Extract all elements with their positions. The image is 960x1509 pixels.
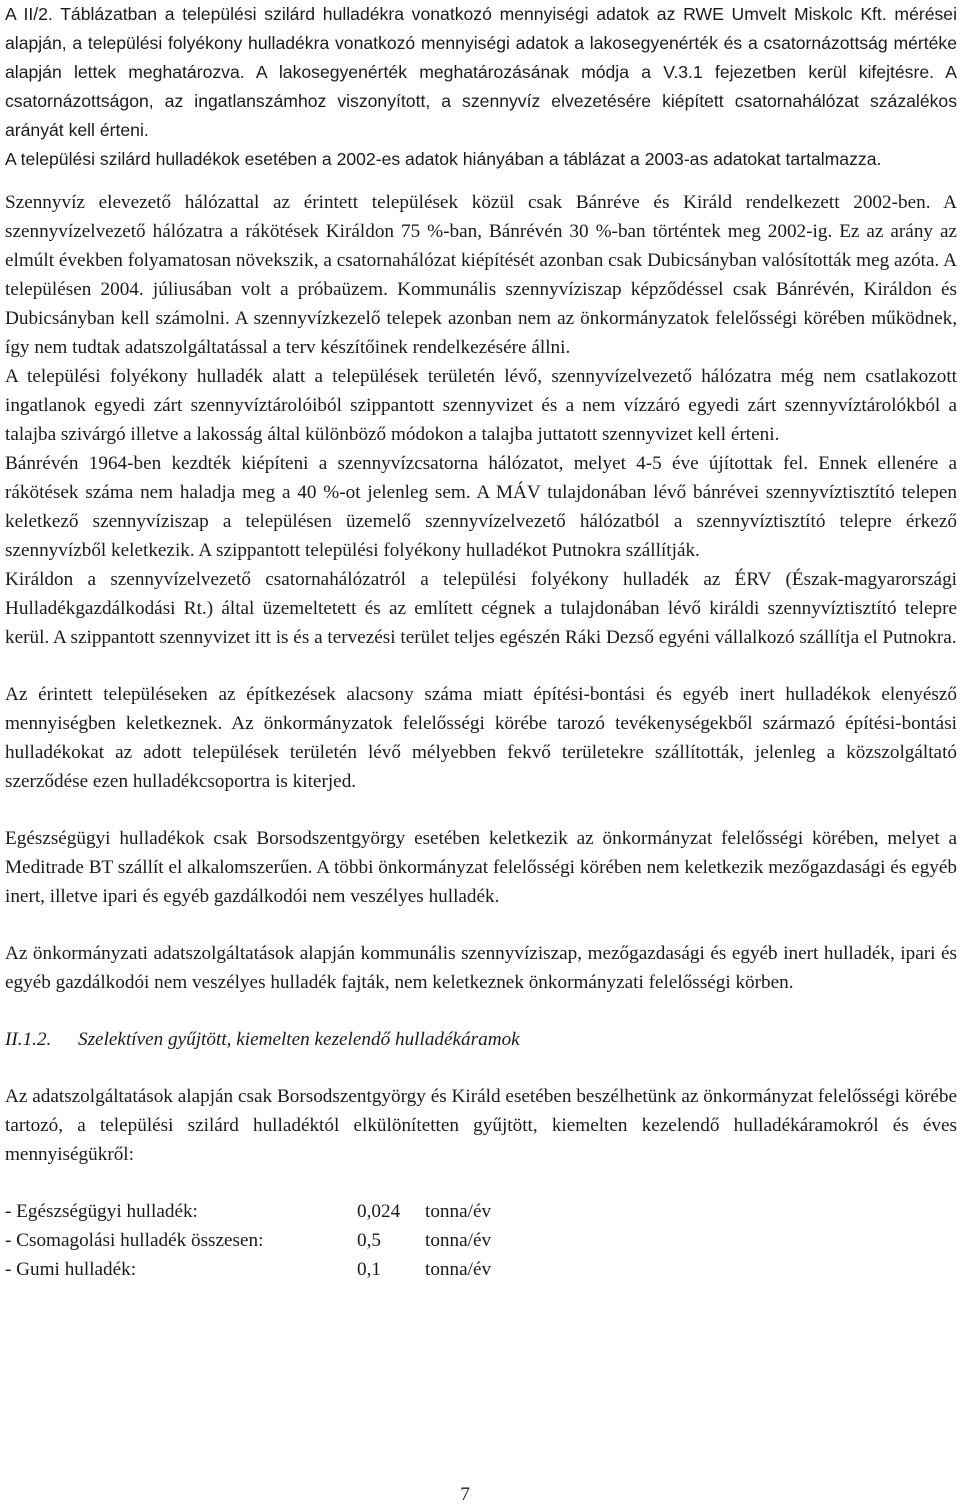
section-title: Szelektíven gyűjtött, kiemelten kezelendő hulladékáramok bbox=[78, 1029, 520, 1050]
paragraph-selective-waste: Az adatszolgáltatások alapján csak Borsodszentgyörgy és Királd esetében beszélhetünk az önkormányzat felelősségi körébe tartozó, a települési szilárd hulladéktól elkülönítetten gyűjtött, kiemelten kezelendő hulladékáramokról és éves mennyiségükről: bbox=[5, 1086, 957, 1165]
section-number: II.1.2. bbox=[5, 1029, 52, 1050]
list-item-unit: tonna/év bbox=[425, 1259, 492, 1280]
list-item-unit: tonna/év bbox=[425, 1230, 492, 1251]
paragraph-kirald: Királdon a szennyvízelvezető csatornahálózatról a települési folyékony hulladék az ÉRV (Észak-magyarországi Hulladékgazdálkodási Rt.) által üzemeltetett és az említett cégnek a tulajdonában lévő királdi szennyvíztisztító telepre kerül. A szippantott szennyvizet itt is és a tervezési terület teljes egészén Ráki Dezső egyéni vállalkozó szállítja el Putnokra. bbox=[5, 569, 957, 648]
paragraph-table-intro: A II/2. Táblázatban a települési szilárd hulladékra vonatkozó mennyiségi adatok az RWE Umvelt Miskolc Kft. mérései alapján, a települési folyékony hulladékra vonatkozó mennyiségi adatok a lakosegyenérték és a csatornázottság mértéke alapján lettek meghatározva. A lakosegyenérték meghatározásának módja a V.3.1 fejezetben kerül kifejtésre. A csatornázottságon, az ingatlanszámhoz viszonyított, a szennyvíz elvezetésére kiépített csatornahálózat százalékos arányát kell érteni. bbox=[5, 4, 957, 140]
paragraph-municipal-data: Az önkormányzati adatszolgáltatások alapján kommunális szennyvíziszap, mezőgazdasági és egyéb inert hulladék, ipari és egyéb gazdálkodói nem veszélyes hulladék fajták, nem keletkeznek önkormányzati felelősségi körben. bbox=[5, 943, 957, 993]
paragraph-banreve: Bánrévén 1964-ben kezdték kiépíteni a szennyvízcsatorna hálózatot, melyet 4-5 éve újítottak fel. Ennek ellenére a rákötések száma nem haladja meg a 40 %-ot jelenleg sem. A MÁV tulajdonában lévő bánrévei szennyvíztisztító telepen keletkező szennyvíziszap a településen üzemelő szennyvízelvezető hálózatból a szennyvíztisztító telepre érkező szennyvízből keletkezik. A szippantott települési folyékony hulladékot Putnokra szállítják. bbox=[5, 453, 957, 561]
paragraph-liquid-waste-definition: A települési folyékony hulladék alatt a települések területén lévő, szennyvízelvezető hálózatra még nem csatlakozott ingatlanok egyedi zárt szennyvíztárolóiból szippantott szennyvizet és a nem vízzáró egyedi zárt szennyvíztárolókból a talajba szivárgó illetve a lakosság által különböző módokon a talajba juttatott szennyvizet kell érteni. bbox=[5, 366, 957, 445]
list-item-unit: tonna/év bbox=[425, 1201, 492, 1222]
list-item-label: - Gumi hulladék: bbox=[5, 1259, 137, 1280]
list-item-label: - Egészségügyi hulladék: bbox=[5, 1201, 198, 1222]
list-item-value: 0,1 bbox=[357, 1259, 381, 1280]
list-item bbox=[5, 1255, 957, 1284]
paragraph-construction-waste: Az érintett településeken az építkezések alacsony száma miatt építési-bontási és egyéb inert hulladékok elenyésző mennyiségben keletkeznek. Az önkormányzatok felelősségi körébe tarozó tevékenységekből származó építési-bontási hulladékokat az adott települések területén lévő mélyebben fekvő területekre szállították, jelenleg a közszolgáltató szerződése ezen hulladékcsoportra is kiterjed. bbox=[5, 684, 957, 792]
list-item-value: 0,024 bbox=[357, 1201, 401, 1222]
list-item bbox=[5, 1197, 957, 1226]
list-item bbox=[5, 1226, 957, 1255]
list-item-value: 0,5 bbox=[357, 1230, 381, 1251]
document-page bbox=[5, 0, 957, 1284]
paragraph-medical-waste: Egészségügyi hulladékok csak Borsodszentgyörgy esetében keletkezik az önkormányzat felelősségi körében, melyet a Meditrade BT szállít el alkalomszerűen. A többi önkormányzat felelősségi körében nem keletkezik mezőgazdasági és egyéb inert, illetve ipari és egyéb gazdálkodói nem veszélyes hulladék. bbox=[5, 828, 957, 907]
waste-quantity-list bbox=[5, 1197, 957, 1284]
paragraph-solid-waste-note: A települési szilárd hulladékok esetében a 2002-es adatok hiányában a táblázat a 2003-as adatokat tartalmazza. bbox=[5, 149, 882, 169]
paragraph-sewage-network: Szennyvíz elevezető hálózattal az érintett települések közül csak Bánréve és Királd rendelkezett 2002-ben. A szennyvízelvezető hálózatra a rákötések Királdon 75 %-ban, Bánrévén 30 %-ban történtek meg 2002-ig. Ez az arány az elmúlt években folyamatosan növekszik, a csatornahálózat kiépítését azonban csak Dubicsányban valósították meg azóta. A településen 2004. júliusában volt a próbaüzem. Kommunális szennyvíziszap képződéssel csak Bánrévén, Királdon és Dubicsányban kell számolni. A szennyvízkezelő telepek azonban nem az önkormányzatok felelősségi körében működnek, így nem tudtak adatszolgáltatással a terv készítőinek rendelkezésére állni. bbox=[5, 192, 957, 358]
list-item-label: - Csomagolási hulladék összesen: bbox=[5, 1230, 264, 1251]
section-heading bbox=[5, 1025, 957, 1054]
page-number: 7 bbox=[460, 1484, 470, 1505]
